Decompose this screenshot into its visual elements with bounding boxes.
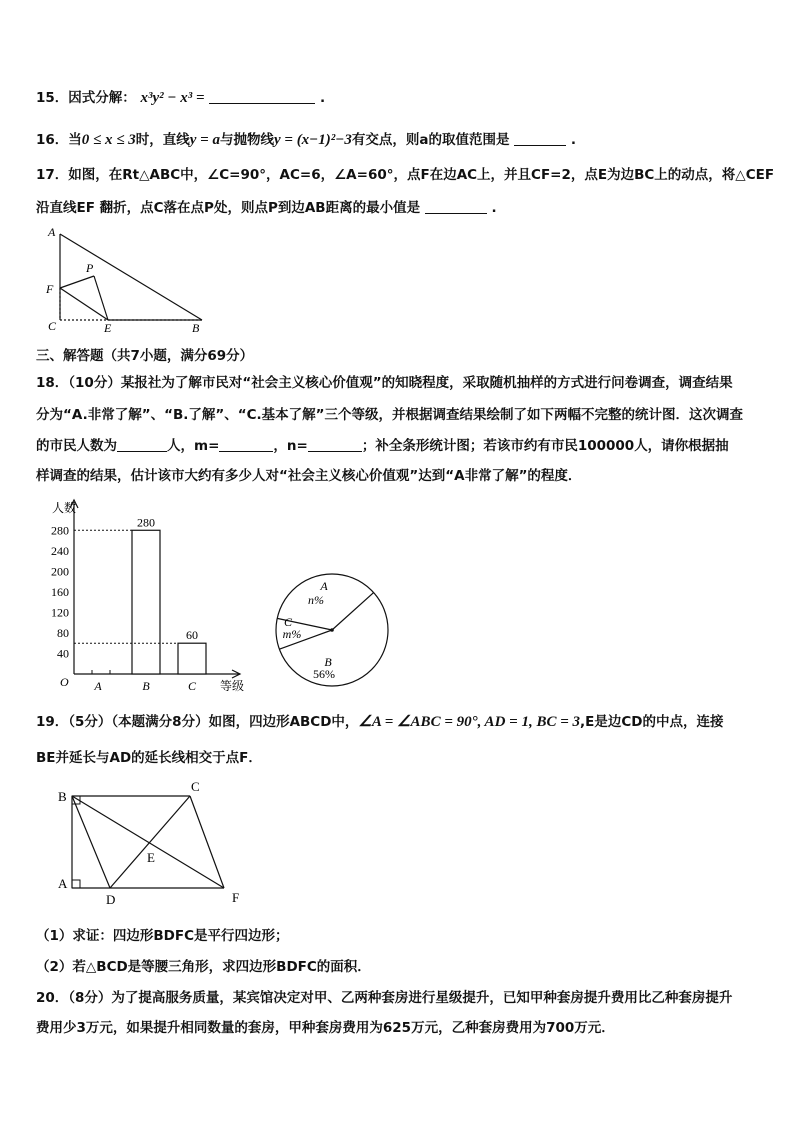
q16-text-1: 16．当 bbox=[36, 132, 82, 148]
bar-value-label: 60 bbox=[186, 628, 198, 643]
y-tick-label: 40 bbox=[57, 646, 69, 661]
pie-pct-b: 56% bbox=[313, 667, 335, 681]
label-p: P bbox=[86, 261, 94, 275]
q18-text-c: ，n= bbox=[273, 438, 308, 454]
side-cd bbox=[110, 796, 190, 888]
q19-text-b: ,E是边CD的中点，连接 bbox=[580, 714, 724, 730]
y-axis-label: 人数 bbox=[52, 501, 77, 515]
question-17-line-2 bbox=[36, 198, 497, 218]
q16-text-3: 与抛物线 bbox=[219, 132, 274, 148]
side-cf bbox=[190, 796, 224, 888]
q18-m-blank[interactable] bbox=[219, 437, 273, 452]
question-20-line-1: 20．（8分）为了提高服务质量，某宾馆决定对甲、乙两种套房进行星级提升，已知甲种套房提升费用比乙种套房提升 bbox=[36, 990, 733, 1006]
label-a: A bbox=[48, 225, 56, 239]
q17-suffix: . bbox=[491, 200, 497, 216]
q19-condition: ∠A = ∠ABC = 90°, AD = 1, BC = 3 bbox=[358, 714, 581, 730]
q16-answer-blank[interactable] bbox=[514, 131, 566, 146]
question-19-line-2: BE并延长与AD的延长线相交于点F． bbox=[36, 750, 262, 766]
pie-pct-c: m% bbox=[282, 627, 302, 641]
q16-suffix: . bbox=[570, 132, 577, 148]
label-c: C bbox=[48, 319, 57, 333]
q16-range: 0 ≤ x ≤ 3 bbox=[81, 132, 136, 148]
q16-text-4: 有交点，则a的取值范围是 bbox=[351, 132, 510, 148]
q18-n-blank[interactable] bbox=[308, 437, 362, 452]
q17-triangle-figure bbox=[40, 222, 210, 337]
q17-text: 沿直线EF 翻折，点C落在点P处，则点P到边AB距离的最小值是 bbox=[36, 200, 421, 216]
question-18-line-1: 18．（10分）某报社为了解市民对“社会主义核心价值观”的知晓程度，采取随机抽样的方式进行问卷调查，调查结果 bbox=[36, 375, 733, 391]
pie-center bbox=[330, 628, 334, 632]
label-e: E bbox=[147, 850, 155, 865]
question-15 bbox=[36, 88, 325, 108]
y-tick-label: 200 bbox=[51, 564, 69, 579]
q16-parabola-eq: y = (x−1)²−3 bbox=[273, 132, 352, 148]
q18-pie-chart bbox=[268, 560, 396, 688]
diagonal-bd bbox=[72, 796, 110, 888]
q16-text-2: 时，直线 bbox=[135, 132, 190, 148]
y-tick-label: 80 bbox=[57, 625, 69, 640]
label-b: B bbox=[58, 789, 67, 804]
section-heading: 三、解答题（共7小题，满分69分） bbox=[36, 348, 254, 364]
label-c: C bbox=[191, 779, 200, 794]
q18-text-a: 的市民人数为 bbox=[36, 438, 117, 454]
label-f: F bbox=[46, 282, 54, 296]
x-axis-label: 等级 bbox=[220, 679, 245, 693]
q15-expression: x³y² − x³ = bbox=[140, 90, 205, 106]
label-a: A bbox=[58, 876, 68, 891]
question-19-sub-1: （1）求证：四边形BDFC是平行四边形； bbox=[36, 928, 289, 944]
segment-fp bbox=[60, 276, 94, 288]
question-18-line-2: 分为“A.非常了解”、“B.了解”、“C.基本了解”三个等级，并根据调查结果绘制了如下两幅不完整的统计图．这次调查 bbox=[36, 407, 744, 423]
q15-answer-blank[interactable] bbox=[209, 89, 315, 104]
q15-suffix: . bbox=[319, 90, 326, 106]
y-tick-label: 160 bbox=[51, 584, 69, 599]
bar-value-label: 280 bbox=[137, 515, 155, 530]
q16-line-eq: y = a bbox=[189, 132, 220, 148]
q19-quadrilateral-figure bbox=[52, 776, 252, 906]
bar-b bbox=[132, 530, 160, 674]
segment-pe bbox=[94, 276, 108, 320]
question-20-line-2: 费用少3万元，如果提升相同数量的套房，甲种套房费用为625万元，乙种套房费用为700万元． bbox=[36, 1020, 615, 1036]
origin-label: O bbox=[60, 675, 69, 689]
label-b: B bbox=[192, 321, 200, 335]
question-19-sub-2: （2）若△BCD是等腰三角形，求四边形BDFC的面积． bbox=[36, 959, 371, 975]
label-e: E bbox=[104, 321, 112, 335]
q18-text-b: 人，m= bbox=[167, 438, 220, 454]
pie-label-a: A bbox=[320, 579, 328, 593]
question-16 bbox=[36, 130, 576, 150]
segment-fe bbox=[60, 288, 108, 320]
question-17-line-1: 17．如图，在Rt△ABC中，∠C=90°，AC=6，∠A=60°，点F在边AC上，并且CF=2，点E为边BC上的动点，将△CEF bbox=[36, 167, 775, 183]
q17-answer-blank[interactable] bbox=[425, 199, 487, 214]
pie-label-c: C bbox=[283, 615, 293, 629]
right-angle-mark-a bbox=[72, 880, 80, 888]
q19-text-a: 19．（5分）（本题满分8分）如图，四边形ABCD中， bbox=[36, 714, 359, 730]
x-tick-label: A bbox=[94, 679, 102, 693]
q18-count-blank[interactable] bbox=[117, 437, 167, 452]
q18-text-d: ；补全条形统计图；若该市约有市民100000人，请你根据抽 bbox=[361, 438, 729, 454]
y-tick-label: 120 bbox=[51, 605, 69, 620]
segment-bf bbox=[72, 796, 224, 888]
x-tick-label: C bbox=[187, 679, 197, 693]
question-18-line-3 bbox=[36, 436, 729, 456]
y-tick-label: 280 bbox=[51, 523, 69, 538]
hypotenuse-ab bbox=[60, 234, 202, 320]
x-tick-label: B bbox=[142, 679, 150, 693]
q15-prefix: 15．因式分解： bbox=[36, 90, 136, 106]
y-tick-label: 240 bbox=[51, 543, 69, 558]
question-18-line-4: 样调查的结果，估计该市大约有多少人对“社会主义核心价值观”达到“A非常了解”的程度． bbox=[36, 468, 582, 484]
pie-pct-a: n% bbox=[308, 593, 324, 607]
pie-label-b: B bbox=[324, 655, 332, 669]
q18-bar-chart bbox=[40, 496, 260, 696]
label-d: D bbox=[106, 892, 116, 906]
question-19-line-1 bbox=[36, 712, 723, 732]
bar-c bbox=[178, 643, 206, 674]
label-f: F bbox=[232, 890, 240, 905]
